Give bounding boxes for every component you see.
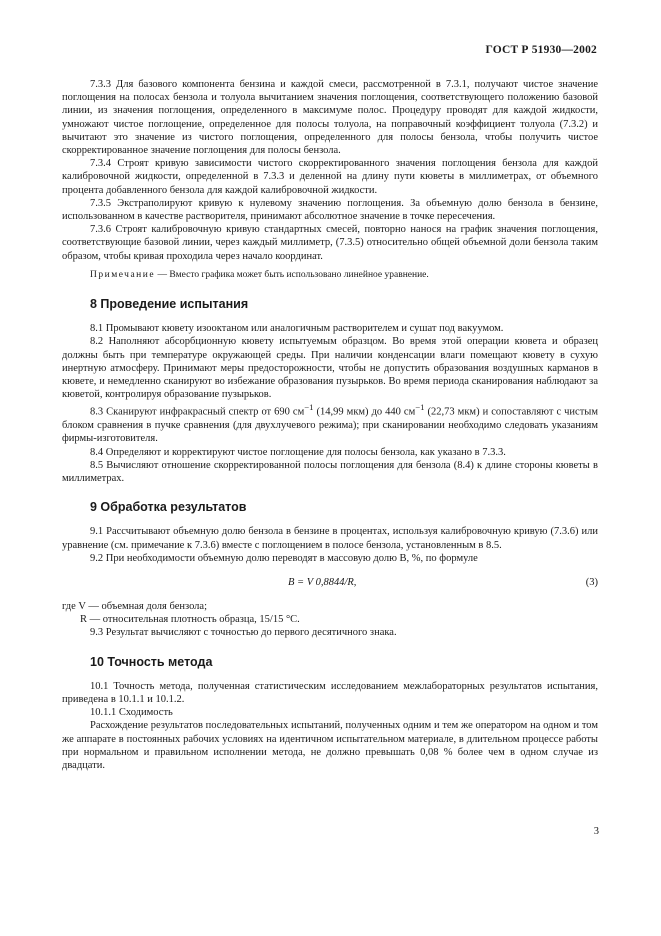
superscript: −1	[304, 402, 314, 413]
document-header: ГОСТ Р 51930—2002	[485, 44, 597, 56]
note-label: Примечание	[90, 269, 156, 280]
paragraph-8-3	[62, 401, 598, 445]
page-number: 3	[593, 826, 599, 837]
paragraph-7-3-3: 7.3.3 Для базового компонента бензина и каждой смеси, рассмотренной в 7.3.1, получают чистое значение поглощения на полосах бензола и толуола вычитанием значения поглощения, соответствующего положению базовой линии, из значения поглощения, определенного в максимуме полос. Процедуру проводят для каждой жидкости, умножают чистое поглощение, определенное для полосы толуола, на поправочный коэффициент толуола (7.3.2) и вычитают это значение из чистого поглощения, определенного для полосы бензола, чтобы получить чистое скорректированное значение поглощения для полосы бензола.	[62, 79, 598, 157]
paragraph-10-1: 10.1 Точность метода, полученная статистическим исследованием межлабораторных результатов испытания, приведена в 10.1.1 и 10.1.2.	[62, 680, 598, 706]
paragraph-9-1: 9.1 Рассчитывают объемную долю бензола в бензине в процентах, используя калибровочную кривую (7.3.6) или уравнение (см. примечание к 7.3.6) вместе с поглощением в полосе бензола, установленным в 8.5.	[62, 526, 598, 551]
paragraph-8-2: 8.2 Наполняют абсорбционную кювету испытуемым образцом. Во время этой операции кювета и образец должны быть при температуре окружающей среды. При наличии конденсации влаги помещают кювету в сухую инертную атмосферу. Принимают меры предосторожности, чтобы не допустить образования воздушных карманов в кювете, и немедленно сканируют во избежание образования пузырьков. Во время периода сканирования наблюдают за кюветой, контролируя образование пузырьков.	[62, 336, 598, 401]
text-fragment: (22,73 мкм) и сопоставляют с чистым блоком сравнения в пучке сравнения (для двухлучевого режима); при сканировании необходимо следовать указаниям фирмы-изготовителя.	[62, 406, 598, 445]
formula-expression: B = V 0,8844/R,	[288, 577, 357, 588]
paragraph-10-1-1-text: Расхождение результатов последовательных испытаний, полученных одним и тем же оператором на одном и том же аппарате в постоянных рабочих условиях на идентичном испытательном материале, в длительном процессе работы при нормальном и правильном исполнении метода, не должно превышать 0,08 % более чем в одном случае из двадцати.	[62, 720, 598, 772]
paragraph-7-3-4: 7.3.4 Строят кривую зависимости чистого скорректированного значения поглощения бензола для каждой калибровочной жидкости, определенной в 7.3.3 и деленной на длину пути кюветы в миллиметрах, от объемного процента добавленного бензола для каждой калибровочной жидкости.	[62, 158, 598, 196]
note-text: — Вместо графика может быть использовано линейное уравнение.	[155, 269, 429, 280]
paragraph-7-3-5: 7.3.5 Экстраполируют кривую к нулевому значению поглощения. За объемную долю бензола в бензине, использованном в качестве растворителя, принимают абсолютное значение в точке пересечения.	[62, 197, 598, 223]
paragraph-8-5: 8.5 Вычисляют отношение скорректированной полосы поглощения для бензола (8.4) к длине стороны кюветы в миллиметрах.	[62, 459, 598, 484]
paragraph-9-2: 9.2 При необходимости объемную долю переводят в массовую долю B, %, по формуле	[90, 552, 478, 564]
formula-number: (3)	[585, 577, 598, 588]
paragraph-10-1-1: 10.1.1 Сходимость	[90, 707, 173, 719]
paragraph-7-3-6: 7.3.6 Строят калибровочную кривую стандартных смесей, повторно нанося на график значения поглощения, соответствующие базовой линии, через каждый миллиметр, (7.3.5) относительно общей объемной доли бензола таким образом, чтобы кривая проходила через начало координат.	[62, 224, 598, 262]
formula-3	[62, 573, 598, 595]
note	[62, 269, 598, 282]
section-8-heading: 8 Проведение испытания	[90, 297, 249, 312]
text-fragment: (14,99 мкм) до 440 см	[313, 406, 416, 418]
superscript: −1	[415, 402, 425, 413]
paragraph-9-3: 9.3 Результат вычисляют с точностью до первого десятичного знака.	[90, 627, 397, 639]
where-r: R — относительная плотность образца, 15/15 °С.	[80, 614, 300, 626]
section-9-heading: 9 Обработка результатов	[90, 500, 247, 515]
paragraph-8-4: 8.4 Определяют и корректируют чистое поглощение для полосы бензола, как указано в 7.3.3.	[90, 446, 506, 458]
paragraph-8-1: 8.1 Промывают кювету изооктаном или аналогичным растворителем и сушат под вакуумом.	[90, 323, 504, 335]
document-body	[62, 78, 598, 772]
where-v: где V — объемная доля бензола;	[62, 601, 208, 612]
text-fragment: 8.3 Сканируют инфракрасный спектр от 690 см	[90, 406, 305, 418]
section-10-heading: 10 Точность метода	[90, 654, 213, 669]
